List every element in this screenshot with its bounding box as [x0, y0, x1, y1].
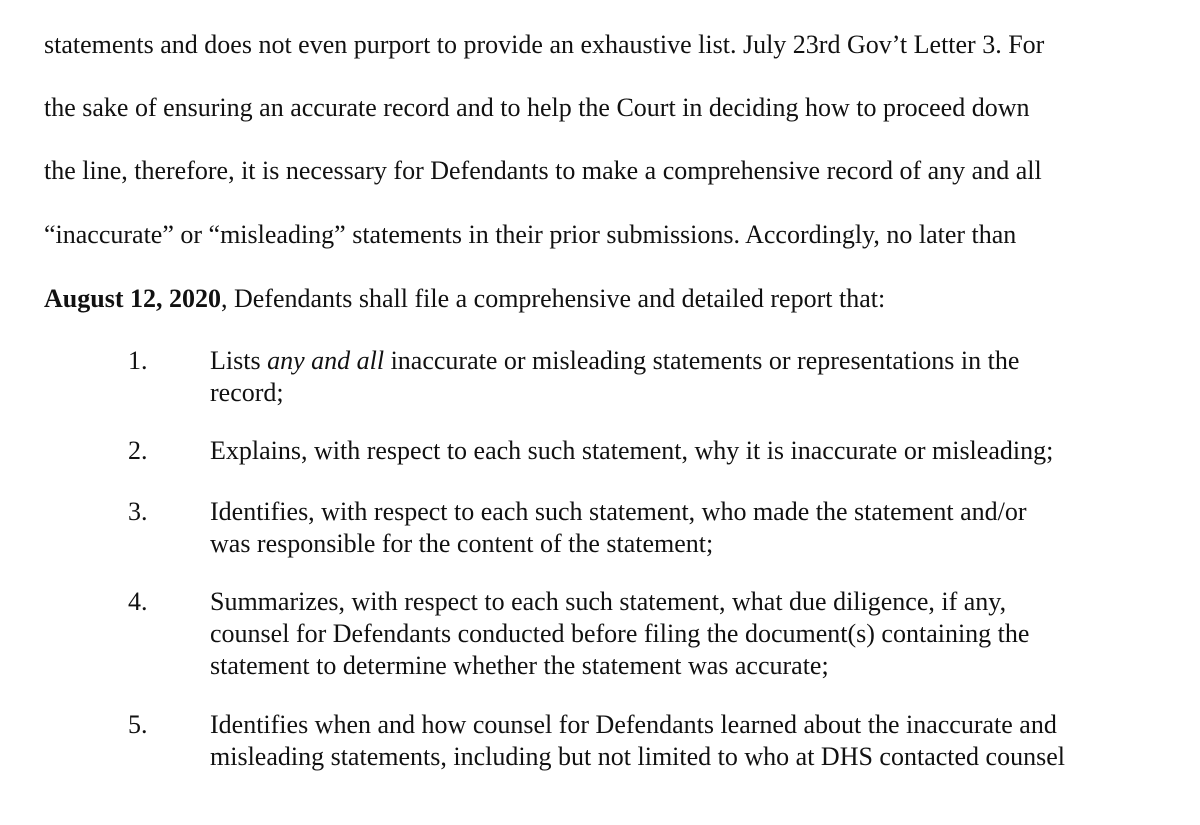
- list-item-number: 4.: [128, 587, 148, 616]
- list-item-line: statement to determine whether the statement was accurate;: [210, 651, 829, 680]
- list-item-number: 3.: [128, 497, 148, 526]
- list-item-line-rest: inaccurate or misleading statements or representations in the: [384, 346, 1020, 375]
- list-item-text: [210, 586, 1170, 682]
- list-item-line: misleading statements, including but not limited to who at DHS contacted counsel: [210, 742, 1065, 771]
- list-item-text: [210, 709, 1170, 773]
- paragraph-line-5: [44, 284, 885, 314]
- list-item-emphasis: any and all: [267, 346, 385, 375]
- list-item-text: [210, 435, 1170, 467]
- paragraph-line-3: the line, therefore, it is necessary for Defendants to make a comprehensive record of any and all: [44, 156, 1042, 185]
- list-item-number: 5.: [128, 710, 148, 739]
- list-item-number: 1.: [128, 346, 148, 375]
- list-item-text: [210, 496, 1170, 560]
- list-item-line: Summarizes, with respect to each such statement, what due diligence, if any,: [210, 587, 1007, 616]
- deadline-date: August 12, 2020: [44, 284, 221, 313]
- paragraph-line-2: the sake of ensuring an accurate record and to help the Court in deciding how to proceed down: [44, 93, 1030, 122]
- paragraph-line-4: “inaccurate” or “misleading” statements in their prior submissions. Accordingly, no later than: [44, 220, 1017, 249]
- paragraph-line-5-rest: , Defendants shall file a comprehensive and detailed report that:: [220, 284, 886, 313]
- list-item-line: Identifies, with respect to each such statement, who made the statement and/or: [210, 497, 1027, 526]
- list-item-line: Identifies when and how counsel for Defendants learned about the inaccurate and: [210, 710, 1057, 739]
- list-item-number: 2.: [128, 436, 148, 465]
- list-item-lead: Lists: [210, 346, 268, 375]
- list-item-text: [210, 345, 1170, 409]
- list-item-line: Explains, with respect to each such statement, why it is inaccurate or misleading;: [210, 436, 1054, 465]
- list-item-line: was responsible for the content of the statement;: [210, 529, 714, 558]
- paragraph-line-1: statements and does not even purport to provide an exhaustive list. July 23rd Gov’t Letter 3. For: [44, 30, 1045, 59]
- list-item-line: record;: [210, 378, 284, 407]
- list-item-line: counsel for Defendants conducted before filing the document(s) containing the: [210, 619, 1030, 648]
